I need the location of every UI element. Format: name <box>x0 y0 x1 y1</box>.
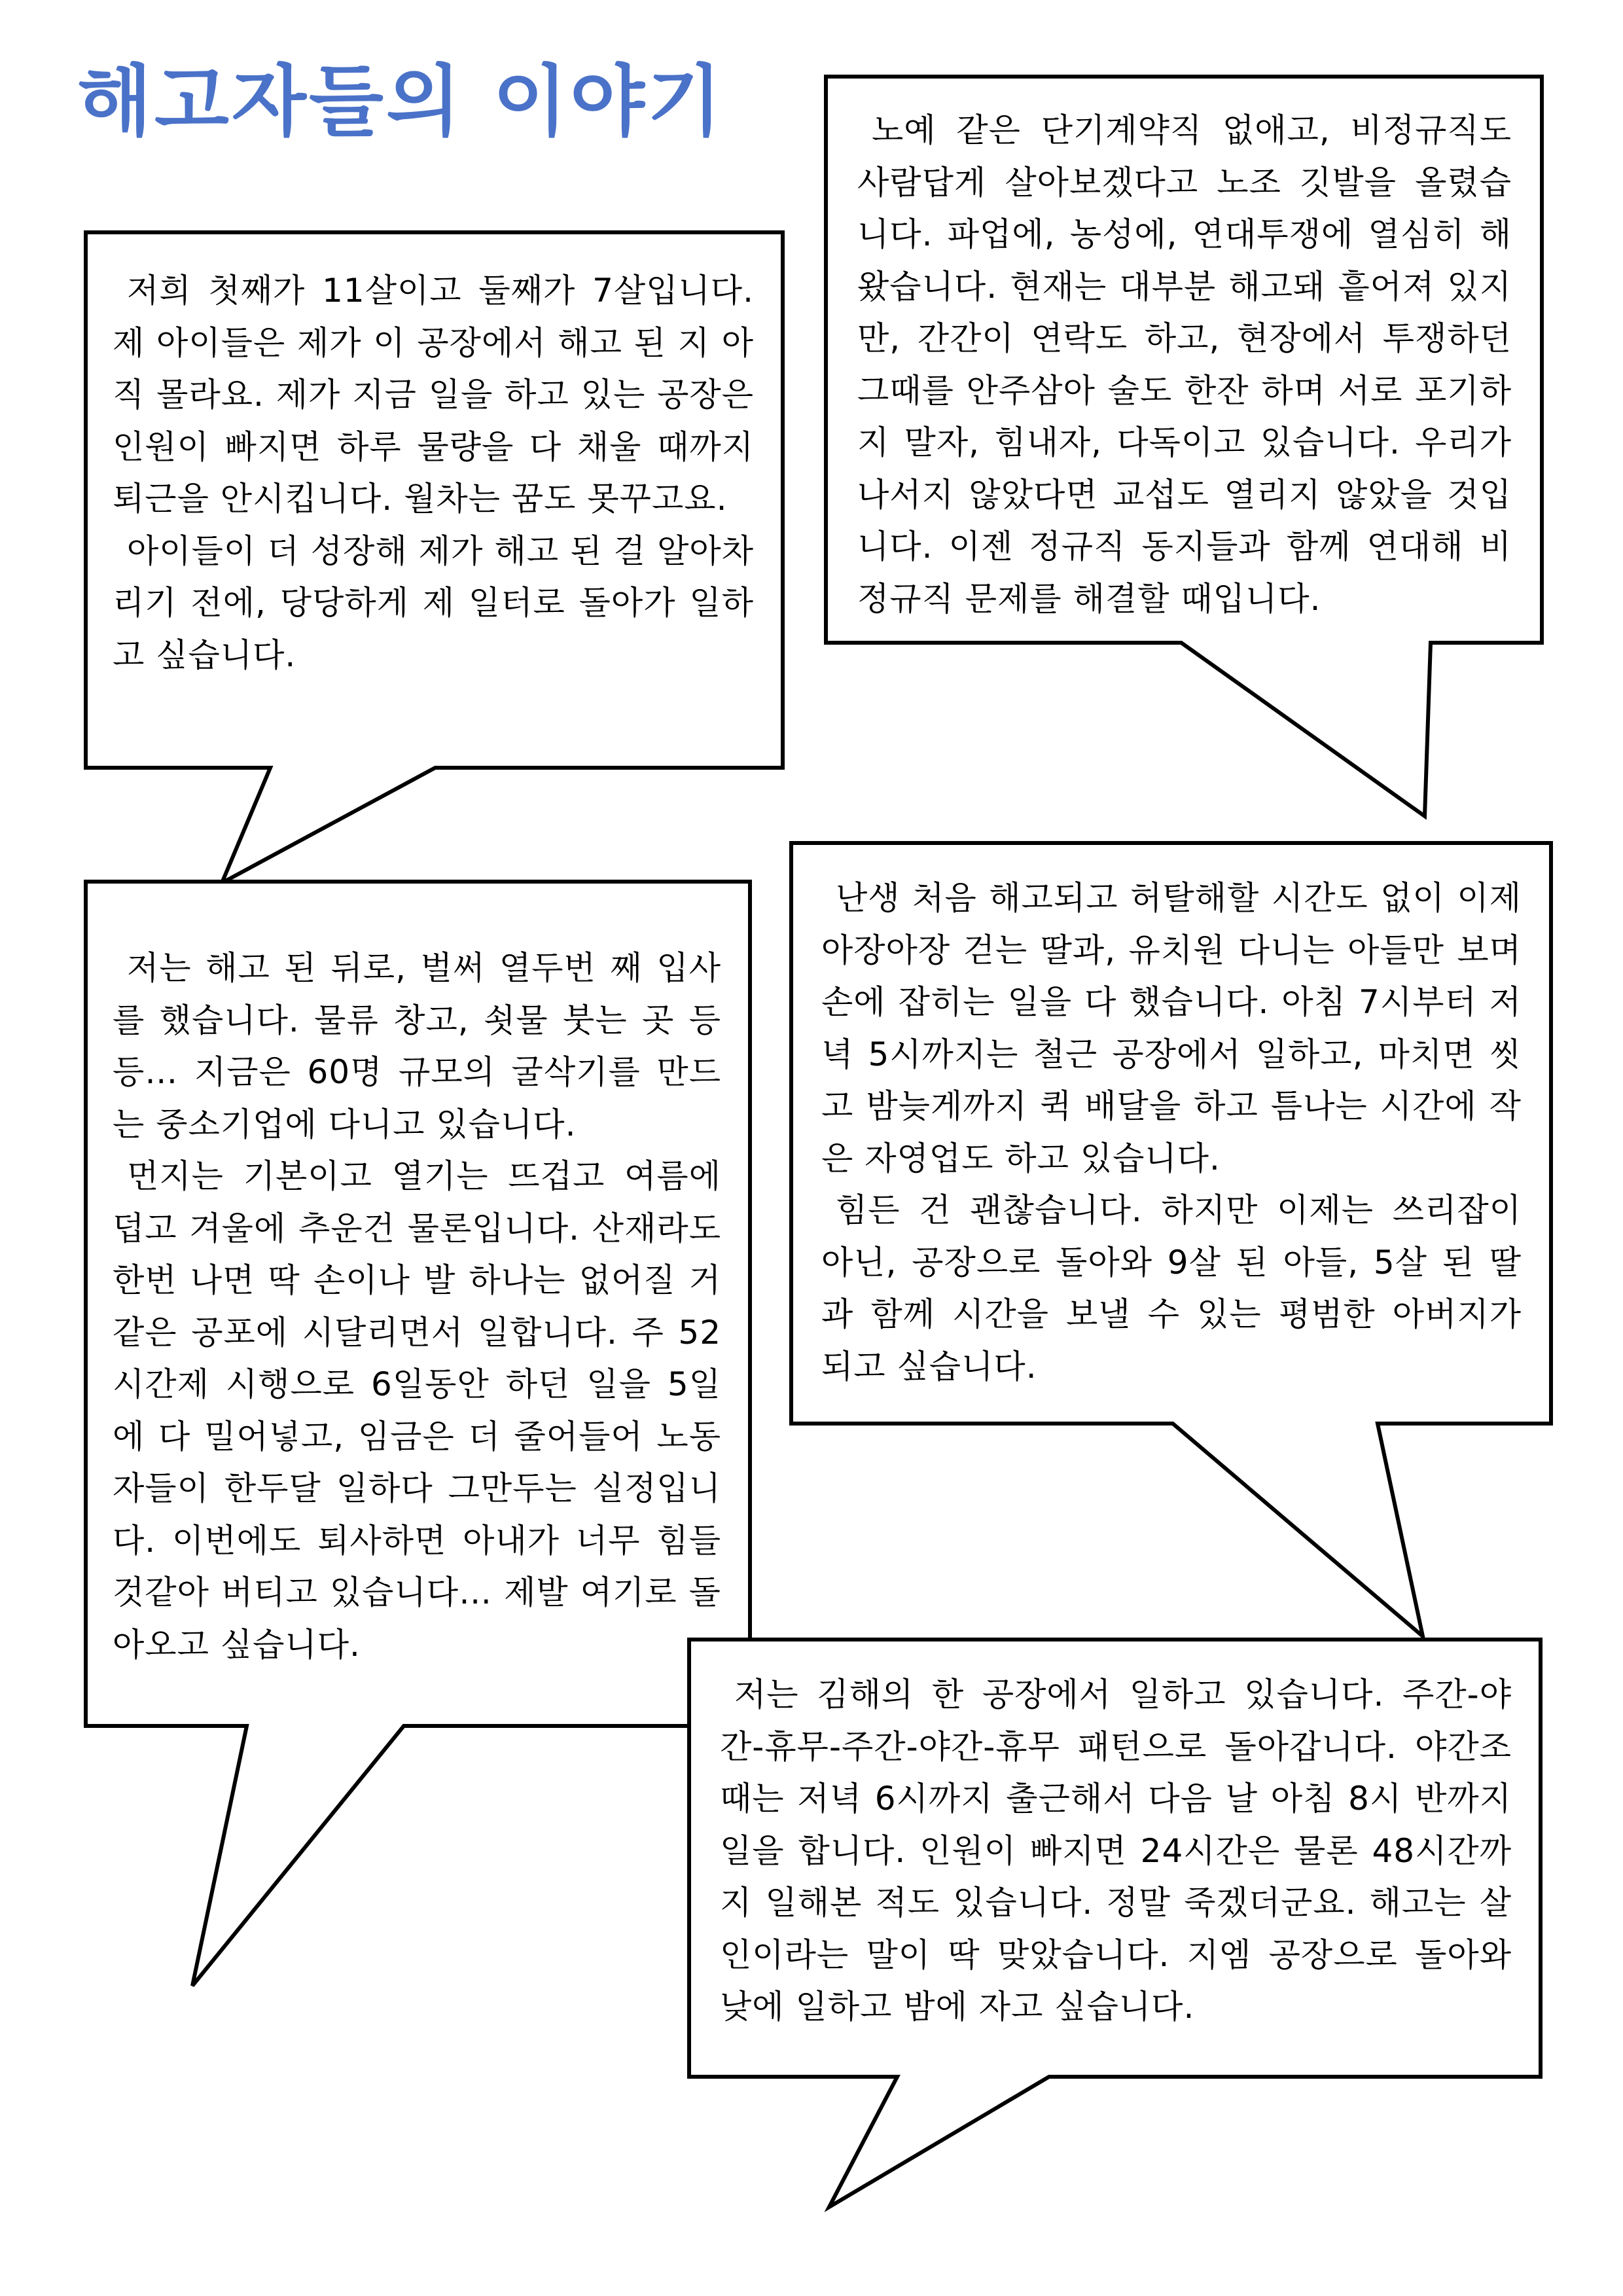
story-2-paragraph-1: 노예 같은 단기계약직 없애고, 비정규직도 사람답게 살아보겠다고 노조 깃발을 올렸습니다. 파업에, 농성에, 연대투쟁에 열심히 해왔습니다. 현재는 대부분 해고돼 흩어져 있지만, 간간이 연락도 하고, 현장에서 투쟁하던 그때를 안주삼아 술도 한잔 하며 서로 포기하지 말자, 힘내자, 다독이고 있습니다. 우리가 나서지 않았다면 교섭도 열리지 않았을 것입니다. 이젠 정규직 동지들과 함께 연대해 비정규직 문제를 해결할 때입니다. <box>857 111 1512 618</box>
story-3-text <box>113 942 721 1671</box>
page-title: 해고자들의 이야기 <box>77 56 724 147</box>
story-1-paragraph-2: 아이들이 더 성장해 제가 해고 된 걸 알아차리기 전에, 당당하게 제 일터로 돌아가 일하고 싶습니다. <box>113 531 754 674</box>
story-1-text <box>113 265 754 681</box>
story-3-paragraph-2: 먼지는 기본이고 열기는 뜨겁고 여름에 덥고 겨울에 추운건 물론입니다. 산재라도 한번 나면 딱 손이나 발 하나는 없어질 거 같은 공포에 시달리면서 일합니다. 주 52시간제 시행으로 6일동안 하던 일을 5일에 다 밀어넣고, 임금은 더 줄어들어 노동자들이 한두달 일하다 그만두는 실정입니다. 이번에도 퇴사하면 아내가 너무 힘들 것같아 버티고 있습니다… 제발 여기로 돌아오고 싶습니다. <box>113 1157 721 1664</box>
story-5-text <box>720 1669 1512 2034</box>
story-5-paragraph-1: 저는 김해의 한 공장에서 일하고 있습니다. 주간-야간-휴무-주간-야간-휴무 패턴으로 돌아갑니다. 야간조때는 저녁 6시까지 출근해서 다음 날 아침 8시 반까지 일을 합니다. 인원이 빠지면 24시간은 물론 48시간까지 일해본 적도 있습니다. 정말 죽겠더군요. 해고는 살인이라는 말이 딱 맞았습니다. 지엠 공장으로 돌아와 낮에 일하고 밤에 자고 싶습니다. <box>720 1676 1512 2026</box>
story-4-paragraph-1: 난생 처음 해고되고 허탈해할 시간도 없이 이제 아장아장 걷는 딸과, 유치원 다니는 아들만 보며 손에 잡히는 일을 다 했습니다. 아침 7시부터 저녁 5시까지는 철근 공장에서 일하고, 마치면 씻고 밤늦게까지 퀵 배달을 하고 틈나는 시간에 작은 자영업도 하고 있습니다. <box>821 879 1522 1177</box>
story-4-paragraph-2: 힘든 건 괜찮습니다. 하지만 이제는 쓰리잡이 아닌, 공장으로 돌아와 9살 된 아들, 5살 된 딸과 함께 시간을 보낼 수 있는 평범한 아버지가 되고 싶습니다. <box>821 1191 1522 1386</box>
story-2-text <box>857 105 1512 625</box>
story-1-paragraph-1: 저희 첫째가 11살이고 둘째가 7살입니다. 제 아이들은 제가 이 공장에서 해고 된 지 아직 몰라요. 제가 지금 일을 하고 있는 공장은 인원이 빠지면 하루 물량을 다 채울 때까지 퇴근을 안시킵니다. 월차는 꿈도 못꾸고요. <box>113 272 754 518</box>
story-4-text <box>821 872 1522 1393</box>
story-3-paragraph-1: 저는 해고 된 뒤로, 벌써 열두번 째 입사를 했습니다. 물류 창고, 쇳물 붓는 곳 등등… 지금은 60명 규모의 굴삭기를 만드는 중소기업에 다니고 있습니다. <box>113 949 721 1143</box>
